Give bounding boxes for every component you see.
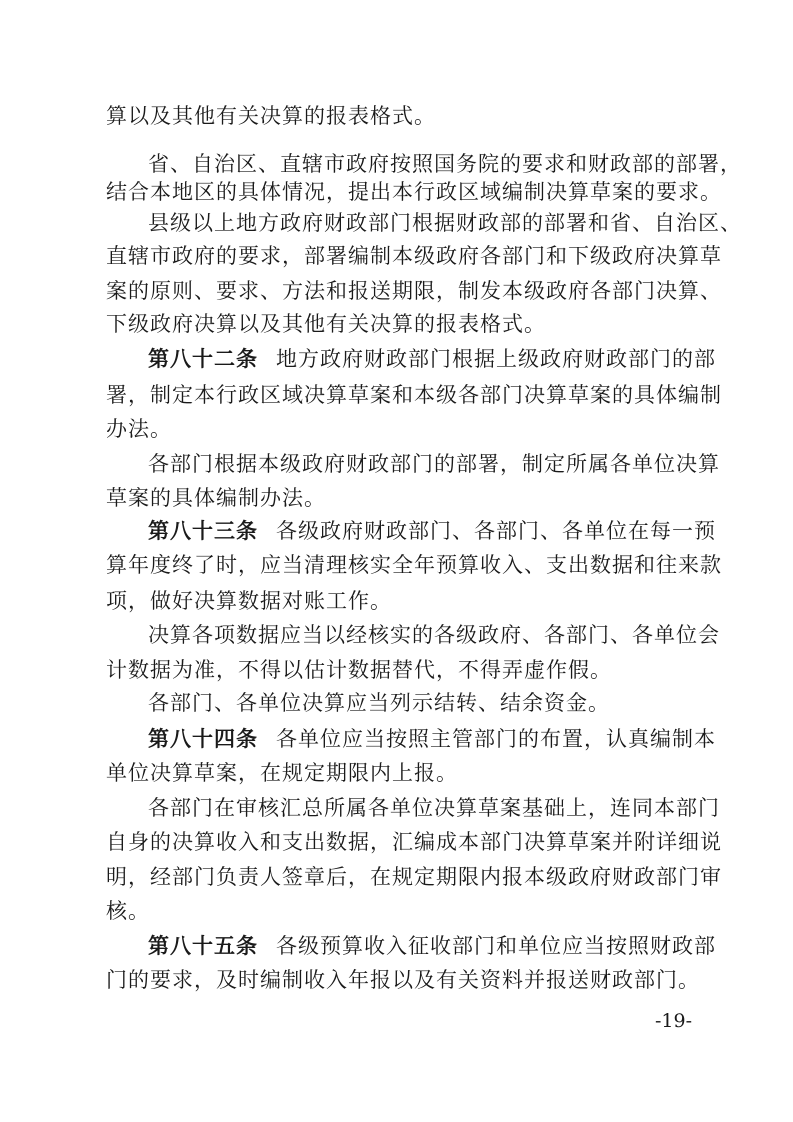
text-line: [106, 276, 793, 306]
text-line: [106, 309, 793, 339]
text-line: [148, 149, 793, 179]
line-text: 草案的具体编制办法。: [106, 486, 326, 510]
text-line: [106, 896, 793, 926]
line-text: 算以及其他有关决算的报表格式。: [106, 104, 436, 128]
line-text: 自身的决算收入和支出数据，汇编成本部门决算草案并附详细说: [106, 830, 722, 854]
text-line: [106, 965, 793, 995]
text-line: [106, 177, 793, 207]
text-line: [106, 862, 793, 892]
line-text: 项，做好决算数据对账工作。: [106, 589, 392, 613]
text-line: [106, 483, 793, 513]
line-text: 各级预算收入征收部门和单位应当按照财政部: [276, 934, 716, 958]
article-number: 第八十四条: [148, 727, 258, 751]
line-text: 下级政府决算以及其他有关决算的报表格式。: [106, 312, 546, 336]
line-text: 直辖市政府的要求，部署编制本级政府各部门和下级政府决算草: [106, 244, 722, 268]
article-number: 第八十三条: [148, 519, 258, 543]
page-number: -19-: [655, 1010, 693, 1032]
line-text: 各级政府财政部门、各部门、各单位在每一预: [276, 519, 716, 543]
text-line: [106, 550, 793, 580]
article-number: 第八十五条: [148, 934, 258, 958]
line-text: 省、自治区、直辖市政府按照国务院的要求和财政部的部署，: [148, 152, 742, 176]
article-heading-line: [148, 931, 793, 961]
article-heading-line: [148, 516, 793, 546]
line-text: 县级以上地方政府财政部门根据财政部的部署和省、自治区、: [148, 211, 742, 235]
text-line: [106, 655, 793, 685]
line-text: 案的原则、要求、方法和报送期限，制发本级政府各部门决算、: [106, 279, 722, 303]
text-line: [106, 414, 793, 444]
text-line: [106, 827, 793, 857]
text-line: [106, 101, 793, 131]
article-number: 第八十二条: [148, 347, 258, 371]
line-text: 结合本地区的具体情况，提出本行政区域编制决算草案的要求。: [106, 180, 722, 204]
line-text: 各部门在审核汇总所属各单位决算草案基础上，连同本部门: [148, 796, 720, 820]
text-line: [106, 586, 793, 616]
text-line: [106, 758, 793, 788]
line-text: 各部门根据本级政府财政部门的部署，制定所属各单位决算: [148, 452, 720, 476]
line-text: 算年度终了时，应当清理核实全年预算收入、支出数据和往来款: [106, 553, 722, 577]
text-line: [106, 241, 793, 271]
line-text: 地方政府财政部门根据上级政府财政部门的部: [276, 347, 716, 371]
text-line: [148, 688, 793, 718]
text-line: [148, 449, 793, 479]
line-text: 各单位应当按照主管部门的布置，认真编制本: [276, 727, 716, 751]
line-text: 决算各项数据应当以经核实的各级政府、各部门、各单位会: [148, 623, 720, 647]
article-heading-line: [148, 344, 793, 374]
line-text: 单位决算草案，在规定期限内上报。: [106, 761, 458, 785]
text-line: [148, 620, 793, 650]
text-line: [148, 793, 793, 823]
line-text: 各部门、各单位决算应当列示结转、结余资金。: [148, 691, 610, 715]
line-text: 办法。: [106, 417, 172, 441]
article-heading-line: [148, 724, 793, 754]
line-text: 明，经部门负责人签章后，在规定期限内报本级政府财政部门审: [106, 865, 722, 889]
line-text: 门的要求，及时编制收入年报以及有关资料并报送财政部门。: [106, 968, 700, 992]
line-text: 核。: [106, 899, 150, 923]
line-text: 署，制定本行政区域决算草案和本级各部门决算草案的具体编制: [106, 383, 722, 407]
text-line: [148, 208, 793, 238]
line-text: 计数据为准，不得以估计数据替代，不得弄虚作假。: [106, 658, 612, 682]
text-line: [106, 380, 793, 410]
